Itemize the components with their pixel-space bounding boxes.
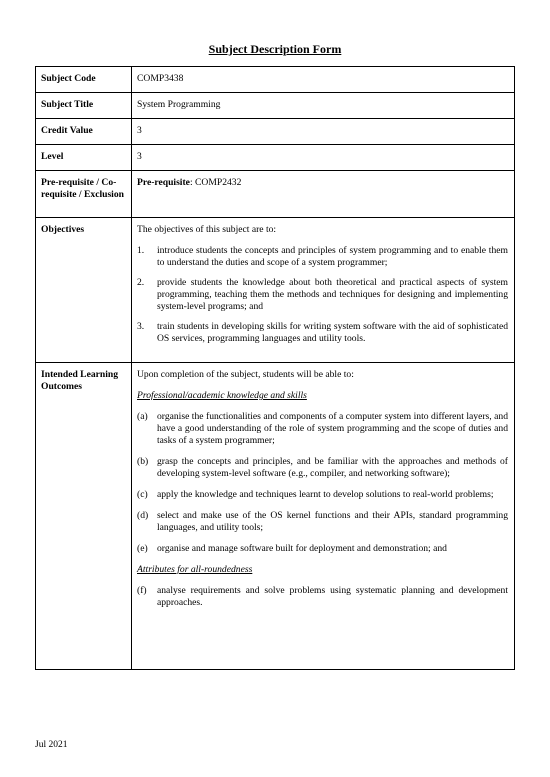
outcome-marker: (f) [137, 585, 147, 596]
objectives-cell [132, 218, 515, 363]
subject-title-value: System Programming [132, 93, 515, 119]
prerequisite-label: Pre-requisite / Co-requisite / Exclusion [36, 171, 132, 218]
learning-outcomes-intro: Upon completion of the subject, students will be able to: [137, 369, 354, 380]
row-prerequisite [36, 171, 515, 218]
prerequisite-value-cell [132, 171, 515, 218]
outcome-text: organise and manage software built for deployment and demonstration; and [157, 543, 447, 554]
row-subject-title [36, 93, 515, 119]
objective-text: introduce students the concepts and principles of system programming and to enable them to understand the duties and scope of a system programmer; [157, 245, 508, 268]
row-learning-outcomes [36, 363, 515, 670]
objectives-label: Objectives [36, 218, 132, 363]
objective-number: 1. [137, 245, 145, 256]
prerequisite-value-label: Pre-requisite [137, 177, 190, 188]
outcome-text: analyse requirements and solve problems using systematic planning and development approaches. [157, 585, 508, 608]
level-label: Level [36, 145, 132, 171]
outcome-text: select and make use of the OS kernel functions and their APIs, standard programming languages, and utility tools; [157, 510, 508, 533]
outcome-text: grasp the concepts and principles, and be familiar with the approaches and methods of developing system-level software (e.g., compiler, and networking software); [157, 456, 508, 479]
professional-skills-heading: Professional/academic knowledge and skills [137, 390, 307, 401]
subject-code-label: Subject Code [36, 67, 132, 93]
credit-value-label: Credit Value [36, 119, 132, 145]
row-objectives [36, 218, 515, 363]
objective-item [137, 245, 508, 269]
outcome-marker: (b) [137, 456, 149, 467]
objective-text: provide students the knowledge about both theoretical and practical aspects of system programming, teaching them the methods and techniques for designing and implementing system-level programs; and [157, 277, 508, 312]
outcome-text: apply the knowledge and techniques learnt to develop solutions to real-world problems; [157, 489, 494, 500]
subject-description-table [35, 66, 515, 670]
row-credit-value [36, 119, 515, 145]
objective-number: 2. [137, 277, 145, 288]
outcome-marker: (c) [137, 489, 148, 500]
row-subject-code [36, 67, 515, 93]
outcome-item [137, 456, 508, 480]
outcome-text: organise the functionalities and components of a computer system into different layers, and have a good understanding of the role of system programming and the scope of duties and tasks of a system programmer; [157, 411, 508, 446]
outcome-item [137, 411, 508, 447]
outcome-item [137, 585, 508, 609]
page-title: Subject Description Form [208, 42, 342, 56]
learning-outcomes-cell [132, 363, 515, 670]
professional-outcomes-list [137, 411, 508, 555]
objectives-intro: The objectives of this subject are to: [137, 224, 277, 235]
credit-value-value: 3 [132, 119, 515, 145]
outcome-marker: (d) [137, 510, 149, 521]
objective-text: train students in developing skills for writing system software with the aid of sophisticated OS services, programming languages and utility tools. [157, 321, 508, 344]
row-level [36, 145, 515, 171]
outcome-item [137, 510, 508, 534]
outcome-marker: (e) [137, 543, 148, 554]
objective-number: 3. [137, 321, 145, 332]
footer-date: Jul 2021 [35, 740, 68, 750]
subject-code-value: COMP3438 [132, 67, 515, 93]
attributes-outcomes-list [137, 585, 508, 609]
outcome-marker: (a) [137, 411, 148, 422]
attributes-heading: Attributes for all-roundedness [137, 564, 253, 575]
learning-outcomes-label: Intended Learning Outcomes [36, 363, 132, 670]
subject-title-label: Subject Title [36, 93, 132, 119]
objectives-list [137, 245, 508, 345]
outcome-item [137, 543, 508, 555]
objective-item [137, 321, 508, 345]
outcome-item [137, 489, 508, 501]
objective-item [137, 277, 508, 313]
prerequisite-value: : COMP2432 [189, 177, 242, 188]
level-value: 3 [132, 145, 515, 171]
